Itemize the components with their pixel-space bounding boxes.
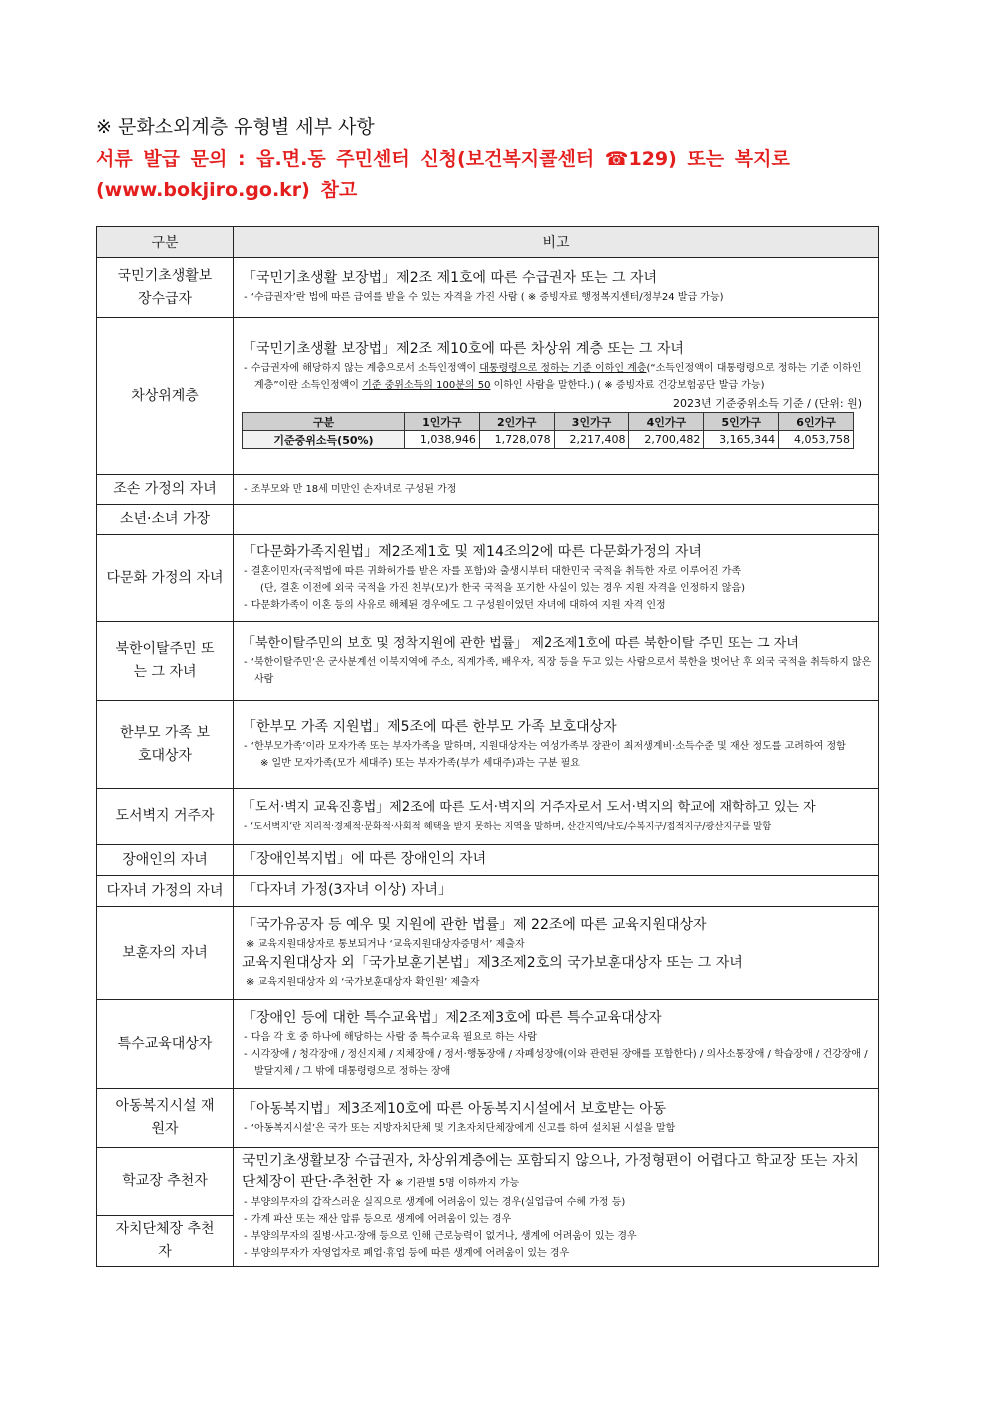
- note-line: ※ 일반 모자가족(모가 세대주) 또는 부자가족(부가 세대주)과는 구분 필요: [260, 757, 580, 769]
- note-underlined: 기준 중위소득의 100분의 50: [362, 380, 491, 391]
- table-row: [97, 1089, 879, 1148]
- table-row: [97, 701, 879, 789]
- income-value: 2,217,408: [554, 431, 629, 449]
- note-line: - 시각장애 / 청각장애 / 정신지체 / 지체장애 / 정서·행동장애 / 자폐성장애(이와 관련된 장애를 포함한다) / 의사소통장애 / 학습장애 / 건강장애 / 발달지체 / 그 밖에 대통령령으로 정하는 장애: [244, 1048, 868, 1077]
- category-cell: 차상위계층: [97, 318, 234, 475]
- remark-cell: [234, 907, 879, 1000]
- law-reference: 「국민기초생활 보장법」제2조 제10호에 따른 차상위 계층 또는 그 자녀: [242, 341, 684, 357]
- note-underlined: 대통령령으로 정하는 기준 이하인 계층: [479, 363, 647, 374]
- header-category: 구분: [97, 227, 234, 258]
- law-reference: 「북한이탈주민의 보호 및 정착지원에 관한 법률」 제2조제1호에 따른 북한이탈 주민 또는 그 자녀: [242, 636, 799, 651]
- remark-cell: [234, 535, 879, 622]
- category-cell: 자치단체장 추천자: [97, 1216, 234, 1267]
- remark-cell: [234, 1000, 879, 1089]
- remark-cell: [234, 1148, 879, 1267]
- income-header: 2인가구: [479, 413, 554, 431]
- category-cell: 특수교육대상자: [97, 1000, 234, 1089]
- note-line: - 다문화가족이 이혼 등의 사유로 해체된 경우에도 그 구성원이었던 자녀에 대하여 지원 자격 인정: [244, 599, 666, 611]
- document-page: [96, 112, 896, 1267]
- section-title: ※ 문화소외계층 유형별 세부 사항: [96, 116, 375, 138]
- category-cell: 한부모 가족 보호대상자: [97, 701, 234, 789]
- table-header-row: [97, 227, 879, 258]
- category-cell: 다문화 가정의 자녀: [97, 535, 234, 622]
- remark-cell: [234, 318, 879, 475]
- income-value-row: [243, 431, 854, 449]
- remark-cell: [234, 845, 879, 876]
- note-line: - ‘수급권자’란 법에 따른 급여를 받을 수 있는 자격을 가진 사람 ( ※ 증빙자료 행정복지센터/정부24 발급 가능): [244, 292, 724, 303]
- category-cell: 다자녀 가정의 자녀: [97, 876, 234, 907]
- header-remark: 비고: [234, 227, 879, 258]
- table-row: [97, 1000, 879, 1089]
- note-line: - 부양의무자의 갑작스러운 실직으로 생계에 어려움이 있는 경우(실업급여 수혜 가정 등): [244, 1197, 626, 1208]
- income-table: [242, 412, 854, 449]
- law-reference: 「도서·벽지 교육진흥법」제2조에 따른 도서·벽지의 거주자로서 도서·벽지의 학교에 재학하고 있는 자: [242, 800, 816, 815]
- table-row: [97, 258, 879, 318]
- remark-cell: [234, 475, 879, 505]
- note-line: - ‘한부모가족’이라 모자가족 또는 부자가족을 말하며, 지원대상자는 여성가족부 장관이 최저생계비·소득수준 및 재산 정도를 고려하여 정함: [244, 740, 846, 752]
- remark-cell: [234, 789, 879, 845]
- law-reference: 「국민기초생활 보장법」제2조 제1호에 따른 수급권자 또는 그 자녀: [242, 270, 658, 286]
- income-row-label: 기준중위소득(50%): [243, 431, 405, 449]
- note-line: (단, 결혼 이전에 외국 국적을 가진 친부(모)가 한국 국적을 포기한 사실이 있는 경우 지원 자격을 인정하지 않음): [260, 582, 746, 594]
- law-reference: 「장애인복지법」에 따른 장애인의 자녀: [242, 851, 487, 867]
- table-row: [97, 907, 879, 1000]
- income-header: 3인가구: [554, 413, 629, 431]
- table-row: [97, 876, 879, 907]
- note-text: - 수급권자에 해당하지 않는 계층으로서 소득인정액이: [244, 363, 480, 374]
- law-reference: 「다문화가족지원법」제2조제1호 및 제14조의2에 따른 다문화가정의 자녀: [242, 543, 702, 560]
- law-reference: 「다자녀 가정(3자녀 이상) 자녀」: [242, 882, 452, 898]
- note-line: [242, 360, 872, 394]
- law-reference: [242, 1151, 872, 1194]
- income-header: 1인가구: [405, 413, 480, 431]
- income-value: 2,700,482: [629, 431, 704, 449]
- remark-cell: [234, 258, 879, 318]
- remark-cell: [234, 876, 879, 907]
- category-cell: 아동복지시설 재원자: [97, 1089, 234, 1148]
- income-value: 4,053,758: [779, 431, 854, 449]
- table-row: [97, 318, 879, 475]
- table-row: [97, 622, 879, 701]
- income-header: 5인가구: [704, 413, 779, 431]
- note-text: 이하인 사람을 말한다.) ( ※ 증빙자료 건강보험공단 발급 가능): [490, 380, 765, 391]
- remark-cell: [234, 622, 879, 701]
- law-reference: 「국가유공자 등 예우 및 지원에 관한 법률」제 22조에 따른 교육지원대상자: [242, 916, 707, 933]
- note-line: - ‘북한이탈주민’은 군사분계선 이북지역에 주소, 직계가족, 배우자, 직장 등을 두고 있는 사람으로서 북한을 벗어난 후 외국 국적을 취득하지 않은 사람: [244, 657, 872, 685]
- income-header: 6인가구: [779, 413, 854, 431]
- note-line: - 다음 각 호 중 하나에 해당하는 사람 중 특수교육 필요로 하는 사람: [244, 1031, 537, 1043]
- income-value: 1,038,946: [405, 431, 480, 449]
- inquiry-notice: [96, 144, 896, 206]
- income-caption: 2023년 기준중위소득 기준 / (단위: 원): [673, 397, 862, 410]
- remark-cell: [234, 1089, 879, 1148]
- note-text: (“소득인정액이 대통령령으로 정하는 기준 이하인 계층”이란 소득인정액이: [254, 363, 862, 391]
- table-row: [97, 789, 879, 845]
- table-row: [97, 475, 879, 505]
- note-line: - 가계 파산 또는 재산 압류 등으로 생계에 어려움이 있는 경우: [244, 1214, 512, 1225]
- inquiry-line-1: 서류 발급 문의 : 읍.면.동 주민센터 신청(보건복지콜센터 ☎129) 또는 복지로: [96, 148, 790, 170]
- law-reference: 교육지원대상자 외「국가보훈기본법」제3조제2호의 국가보훈대상자 또는 그 자녀: [242, 954, 743, 971]
- note-line: - ‘아동복지시설’은 국가 또는 지방자치단체 및 기초자치단체장에게 신고를 하여 설치된 시설을 말함: [244, 1122, 676, 1134]
- table-row: [97, 845, 879, 876]
- category-cell: 국민기초생활보장수급자: [97, 258, 234, 318]
- category-cell: 조손 가정의 자녀: [97, 475, 234, 505]
- income-value: 3,165,344: [704, 431, 779, 449]
- note-line: - ‘도서벽지’란 지리적·경제적·문화적·사회적 혜택을 받지 못하는 지역을 말하며, 산간지역/낙도/수복지구/접적지구/광산지구를 말함: [244, 821, 772, 832]
- note-line: - 부양의무자의 질병·사고·장애 등으로 인해 근로능력이 없거나, 생계에 어려움이 있는 경우: [244, 1231, 637, 1242]
- income-value: 1,728,078: [479, 431, 554, 449]
- remark-cell: [234, 505, 879, 535]
- law-text: 국민기초생활보장 수급권자, 차상위계층에는 포함되지 않으나, 가정형편이 어렵다고 학교장 또는 자치단체장이 판단·추천한 자: [242, 1153, 859, 1190]
- law-reference: 「한부모 가족 지원법」제5조에 따른 한부모 가족 보호대상자: [242, 718, 617, 735]
- category-cell: 소년·소녀 가장: [97, 505, 234, 535]
- law-note: ※ 기관별 5명 이하까지 가능: [395, 1178, 520, 1189]
- note-line: - 조부모와 만 18세 미만인 손자녀로 구성된 가정: [244, 483, 457, 495]
- category-cell: 보훈자의 자녀: [97, 907, 234, 1000]
- table-row: [97, 535, 879, 622]
- note-line: - 부양의무자가 자영업자로 폐업·휴업 등에 따른 생계에 어려움이 있는 경우: [244, 1248, 570, 1259]
- remark-cell: [234, 701, 879, 789]
- table-row: [97, 1148, 879, 1216]
- category-table: [96, 226, 879, 1267]
- law-reference: 「아동복지법」제3조제10호에 따른 아동복지시설에서 보호받는 아동: [242, 1100, 667, 1117]
- category-cell: 도서벽지 거주자: [97, 789, 234, 845]
- category-cell: 장애인의 자녀: [97, 845, 234, 876]
- income-header: 4인가구: [629, 413, 704, 431]
- law-reference: 「장애인 등에 대한 특수교육법」제2조제3호에 따른 특수교육대상자: [242, 1009, 662, 1026]
- note-line: ※ 교육지원대상자로 통보되거나 ‘교육지원대상자증명서’ 제출자: [246, 938, 525, 950]
- note-line: ※ 교육지원대상자 외 ‘국가보훈대상자 확인원’ 제출자: [246, 976, 480, 988]
- inquiry-line-2: (www.bokjiro.go.kr) 참고: [96, 179, 358, 201]
- category-cell: 북한이탈주민 또는 그 자녀: [97, 622, 234, 701]
- category-cell: 학교장 추천자: [97, 1148, 234, 1216]
- note-line: - 결혼이민자(국적법에 따른 귀화허가를 받은 자를 포함)와 출생시부터 대한민국 국적을 취득한 자로 이루어진 가족: [244, 565, 742, 577]
- income-header: 구분: [243, 413, 405, 431]
- table-row: [97, 505, 879, 535]
- income-header-row: [243, 413, 854, 431]
